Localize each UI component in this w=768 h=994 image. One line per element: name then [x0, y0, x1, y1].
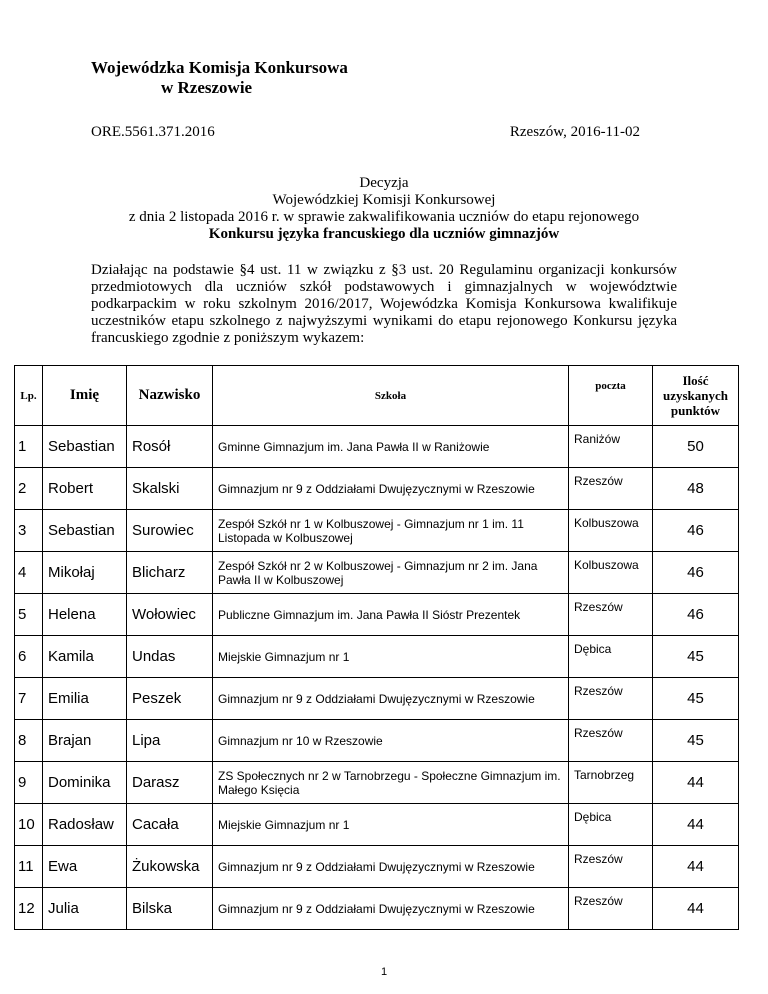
cell-first-name: Brajan: [43, 720, 127, 762]
organization-name: Wojewódzka Komisja Konkursowa: [91, 58, 348, 77]
cell-post: Raniżów: [569, 426, 653, 468]
page-number: 1: [380, 966, 388, 978]
cell-post: Dębica: [569, 636, 653, 678]
cell-last-name: Peszek: [127, 678, 213, 720]
cell-lp: 11: [15, 846, 43, 888]
cell-post: Rzeszów: [569, 594, 653, 636]
cell-first-name: Julia: [43, 888, 127, 930]
cell-school: Gimnazjum nr 10 w Rzeszowie: [213, 720, 569, 762]
cell-lp: 5: [15, 594, 43, 636]
cell-points: 50: [653, 426, 739, 468]
cell-points: 44: [653, 804, 739, 846]
cell-lp: 10: [15, 804, 43, 846]
cell-lp: 6: [15, 636, 43, 678]
cell-points: 46: [653, 510, 739, 552]
place-date: Rzeszów, 2016-11-02: [509, 124, 640, 140]
cell-first-name: Sebastian: [43, 510, 127, 552]
header-school: Szkoła: [213, 366, 569, 426]
cell-points: 46: [653, 552, 739, 594]
cell-first-name: Radosław: [43, 804, 127, 846]
cell-first-name: Mikołaj: [43, 552, 127, 594]
header-lp: Lp.: [15, 366, 43, 426]
table-row: [15, 552, 739, 594]
table-row: [15, 594, 739, 636]
header-post: poczta: [569, 366, 653, 426]
header-points-line1: Ilość: [682, 373, 709, 388]
cell-lp: 9: [15, 762, 43, 804]
table-row: [15, 426, 739, 468]
cell-last-name: Skalski: [127, 468, 213, 510]
cell-lp: 2: [15, 468, 43, 510]
table-header-row: [15, 366, 739, 426]
cell-first-name: Robert: [43, 468, 127, 510]
cell-points: 44: [653, 888, 739, 930]
cell-first-name: Sebastian: [43, 426, 127, 468]
table-row: [15, 720, 739, 762]
cell-lp: 3: [15, 510, 43, 552]
cell-school: Publiczne Gimnazjum im. Jana Pawła II Sióstr Prezentek: [213, 594, 569, 636]
cell-last-name: Lipa: [127, 720, 213, 762]
table-row: [15, 804, 739, 846]
decision-contest: Konkursu języka francuskiego dla uczniów gimnazjów: [208, 226, 560, 242]
cell-last-name: Rosół: [127, 426, 213, 468]
cell-last-name: Surowiec: [127, 510, 213, 552]
header-last-name: Nazwisko: [127, 366, 213, 426]
cell-post: Dębica: [569, 804, 653, 846]
cell-school: Gimnazjum nr 9 z Oddziałami Dwujęzycznymi w Rzeszowie: [213, 678, 569, 720]
cell-last-name: Wołowiec: [127, 594, 213, 636]
cell-post: Rzeszów: [569, 468, 653, 510]
cell-lp: 7: [15, 678, 43, 720]
decision-issuer: Wojewódzkiej Komisji Konkursowej: [272, 192, 496, 208]
cell-last-name: Bilska: [127, 888, 213, 930]
cell-last-name: Blicharz: [127, 552, 213, 594]
header-points-line2: uzyskanych: [662, 388, 729, 403]
cell-lp: 4: [15, 552, 43, 594]
cell-points: 44: [653, 762, 739, 804]
cell-post: Rzeszów: [569, 846, 653, 888]
cell-school: Zespół Szkół nr 2 w Kolbuszowej - Gimnazjum nr 2 im. Jana Pawła II w Kolbuszowej: [213, 552, 569, 594]
cell-points: 46: [653, 594, 739, 636]
decision-title: Decyzja: [359, 175, 409, 191]
table-row: [15, 510, 739, 552]
organization-city: w Rzeszowie: [161, 78, 253, 97]
cell-post: Rzeszów: [569, 720, 653, 762]
cell-school: Zespół Szkół nr 1 w Kolbuszowej - Gimnazjum nr 1 im. 11 Listopada w Kolbuszowej: [213, 510, 569, 552]
table-row: [15, 888, 739, 930]
table-row: [15, 846, 739, 888]
cell-post: Kolbuszowa: [569, 552, 653, 594]
cell-last-name: Cacała: [127, 804, 213, 846]
cell-first-name: Helena: [43, 594, 127, 636]
qualified-students-table: [14, 365, 739, 930]
cell-school: Gminne Gimnazjum im. Jana Pawła II w Raniżowie: [213, 426, 569, 468]
cell-last-name: Undas: [127, 636, 213, 678]
cell-post: Rzeszów: [569, 888, 653, 930]
cell-post: Kolbuszowa: [569, 510, 653, 552]
intro-paragraph: [91, 262, 677, 347]
table-row: [15, 678, 739, 720]
cell-first-name: Kamila: [43, 636, 127, 678]
intro-text: Działając na podstawie §4 ust. 11 w związku z §3 ust. 20 Regulaminu organizacji konkursów przedmiotowych dla uczniów szkół podstawowych i gimnazjalnych w województwie podkarpackim w roku szkolnym 2016/2017, Wojewódzka Komisja Konkursowa kwalifikuje uczestników etapu szkolnego z najwyższymi wynikami do etapu rejonowego Konkursu języka francuskiego zgodnie z poniższym wykazem:: [91, 262, 677, 346]
cell-school: Miejskie Gimnazjum nr 1: [213, 804, 569, 846]
cell-points: 48: [653, 468, 739, 510]
header-first-name: Imię: [43, 366, 127, 426]
table-row: [15, 636, 739, 678]
cell-school: Gimnazjum nr 9 z Oddziałami Dwujęzycznymi w Rzeszowie: [213, 468, 569, 510]
cell-first-name: Dominika: [43, 762, 127, 804]
decision-subject: z dnia 2 listopada 2016 r. w sprawie zakwalifikowania uczniów do etapu rejonowego: [128, 209, 640, 225]
cell-points: 44: [653, 846, 739, 888]
cell-school: Gimnazjum nr 9 z Oddziałami Dwujęzycznymi w Rzeszowie: [213, 888, 569, 930]
cell-lp: 1: [15, 426, 43, 468]
cell-first-name: Emilia: [43, 678, 127, 720]
cell-points: 45: [653, 636, 739, 678]
cell-post: Rzeszów: [569, 678, 653, 720]
cell-last-name: Żukowska: [127, 846, 213, 888]
header-points-line3: punktów: [670, 403, 721, 418]
cell-lp: 12: [15, 888, 43, 930]
cell-school: Miejskie Gimnazjum nr 1: [213, 636, 569, 678]
cell-points: 45: [653, 678, 739, 720]
table-row: [15, 468, 739, 510]
table-row: [15, 762, 739, 804]
cell-points: 45: [653, 720, 739, 762]
header-points: [653, 366, 739, 426]
cell-lp: 8: [15, 720, 43, 762]
cell-school: ZS Społecznych nr 2 w Tarnobrzegu - Społeczne Gimnazjum im. Małego Księcia: [213, 762, 569, 804]
reference-number: ORE.5561.371.2016: [91, 124, 215, 140]
cell-last-name: Darasz: [127, 762, 213, 804]
cell-first-name: Ewa: [43, 846, 127, 888]
cell-post: Tarnobrzeg: [569, 762, 653, 804]
cell-school: Gimnazjum nr 9 z Oddziałami Dwujęzycznymi w Rzeszowie: [213, 846, 569, 888]
